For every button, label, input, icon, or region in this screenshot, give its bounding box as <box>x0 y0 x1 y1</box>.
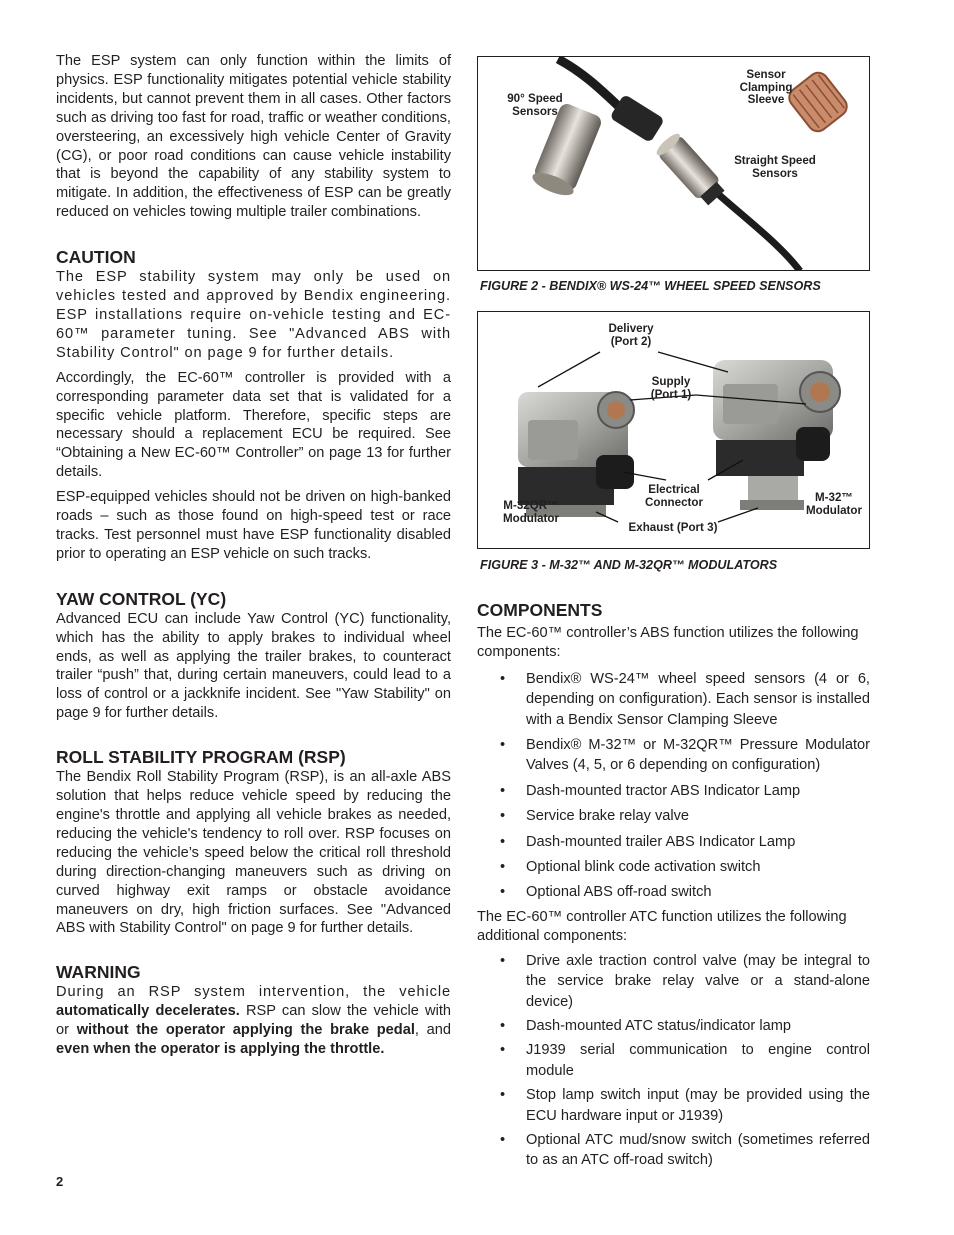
rsp-heading: ROLL STABILITY PROGRAM (RSP) <box>56 747 346 768</box>
yaw-paragraph: Advanced ECU can include Yaw Control (YC) functionality, which has the ability to apply brakes to individual wheel ends, as well as applying the trailer brakes, to counteract trailer “push” that, during certain maneuvers, could lead to a loss of control or a jackknife incident. See "Yaw Stability" on page 9 for further details. <box>56 610 451 722</box>
components-section <box>477 599 870 1171</box>
caution-paragraph-1: The ESP stability system may only be used on vehicles tested and approved by Bendix engineering. ESP installations require on-vehicle testing and EC-60™ parameter tuning. See "Advanced ABS with Stability Control" on page 9 for further details. <box>56 269 451 361</box>
label-electrical-connector: Electrical Connector <box>645 483 703 509</box>
atc-intro: The EC-60™ controller ATC function utilizes the following additional components: <box>477 908 847 944</box>
list-item: • Dash-mounted ATC status/indicator lamp <box>477 1016 870 1036</box>
label-exhaust-port-3: Exhaust (Port 3) <box>628 521 718 534</box>
label-straight-speed-sensors: Straight Speed Sensors <box>734 154 816 180</box>
list-item: • Service brake relay valve <box>477 806 870 826</box>
label-m32qr-modulator: M-32QR™ Modulator <box>502 499 560 525</box>
yaw-heading: YAW CONTROL (YC) <box>56 588 227 609</box>
list-item: • Bendix® M-32™ or M-32QR™ Pressure Modulator Valves (4, 5, or 6 depending on configuration) <box>477 735 870 776</box>
list-item: • Optional ABS off-road switch <box>477 882 870 902</box>
components-heading: COMPONENTS <box>477 600 603 620</box>
warning-paragraph: During an RSP system intervention, the vehicle automatically decelerates. RSP can slow the vehicle with or without the operator applying the brake pedal, and even when the operator is applying the throttle. <box>56 984 452 1058</box>
list-item: • Optional blink code activation switch <box>477 857 870 877</box>
list-item: • Bendix® WS-24™ wheel speed sensors (4 or 6, depending on configuration). Each sensor is installed with a Bendix Sensor Clamping Sleeve <box>477 669 870 730</box>
figure-3-caption: FIGURE 3 - M-32™ AND M-32QR™ MODULATORS <box>480 558 778 572</box>
label-supply-port-1: Supply (Port 1) <box>650 375 692 401</box>
caution-paragraph-2: Accordingly, the EC-60™ controller is provided with a corresponding parameter data set that is validated for a specific vehicle platform. Therefore, specific steps are necessary should a replacement ECU be required. See “Obtaining a New EC-60™ Controller” on page 13 for further details. <box>56 369 451 481</box>
figure-2-caption: FIGURE 2 - BENDIX® WS-24™ WHEEL SPEED SENSORS <box>480 279 821 293</box>
caution-heading: CAUTION <box>56 247 136 268</box>
atc-component-list <box>477 951 870 1171</box>
caution-paragraph-3: ESP-equipped vehicles should not be driven on high-banked roads – such as those found on high-speed test or race tracks. Test personnel must have ESP functionality disabled prior to operating an ESP vehicle on such tracks. <box>56 489 451 562</box>
list-item: • Drive axle traction control valve (may be integral to the service brake relay valve or a stand-alone device) <box>477 951 870 1012</box>
warning-heading: WARNING <box>56 962 141 983</box>
list-item: • Stop lamp switch input (may be provided using the ECU hardware input or J1939) <box>477 1085 870 1126</box>
left-column <box>56 52 451 1059</box>
abs-intro: The EC-60™ controller’s ABS function utilizes the following components: <box>477 625 859 660</box>
figure-3-modulators <box>477 311 870 549</box>
figure-2-wheel-speed-sensors <box>477 56 870 271</box>
rsp-paragraph: The Bendix Roll Stability Program (RSP), is an all-axle ABS solution that helps reduce vehicle speed by reducing the engine's throttle and applying all vehicle brakes as needed, reducing the vehicle's tendency to roll over. RSP focuses on reducing the vehicle’s speed below the critical roll threshold during direction-changing maneuvers such as driving on curved highway exit ramps or obstacle avoidance maneuvers on dry, high friction surfaces. See "Advanced ABS with Stability Control" on page 9 for further details. <box>56 769 451 937</box>
list-item: • J1939 serial communication to engine control module <box>477 1040 870 1081</box>
label-m32-modulator: M-32™ Modulator <box>805 491 863 517</box>
label-sensor-clamping-sleeve: Sensor Clamping Sleeve <box>739 68 793 106</box>
list-item: • Dash-mounted trailer ABS Indicator Lamp <box>477 832 870 852</box>
list-item: • Optional ATC mud/snow switch (sometimes referred to as an ATC off-road switch) <box>477 1130 870 1171</box>
label-delivery-port-2: Delivery (Port 2) <box>608 322 654 348</box>
list-item: • Dash-mounted tractor ABS Indicator Lamp <box>477 781 870 801</box>
label-90-speed-sensors: 90° Speed Sensors <box>507 92 563 118</box>
abs-component-list <box>477 669 870 903</box>
intro-paragraph: The ESP system can only function within the limits of physics. ESP functionality mitigates potential vehicle stability incidents, but cannot prevent them in all cases. Other factors such as driving too fast for road, traffic or weather conditions, oversteering, an excessively high vehicle Center of Gravity (CG), or poor road conditions can cause vehicle instability that is beyond the capability of any stability system to mitigate. In addition, the effectiveness of ESP can be greatly reduced on vehicles towing multiple trailer combinations. <box>56 53 451 221</box>
page-number: 2 <box>56 1174 64 1189</box>
